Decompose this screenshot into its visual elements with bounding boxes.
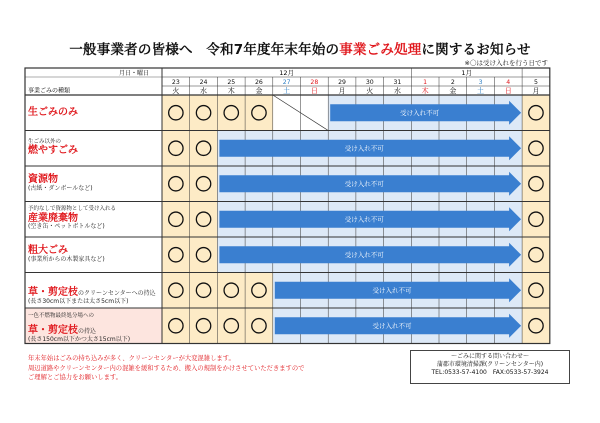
schedule-cell [162, 237, 190, 273]
day-number: 2 [450, 79, 455, 86]
row-label-big: 産業廃棄物 [28, 212, 78, 224]
day-weekday: 日 [310, 87, 318, 96]
date-header-label: 月日・曜日 [118, 70, 150, 77]
schedule-cell [522, 237, 550, 273]
row-label [28, 206, 116, 231]
row-label-sub: (長さ30cm以下または太さ5cm以下) [28, 298, 129, 306]
title-part1: 一般事業者の皆様へ 令和7年度年末年始の [69, 42, 340, 58]
day-weekday: 火 [366, 87, 374, 96]
schedule-cell [190, 273, 218, 309]
day-weekday: 日 [504, 87, 512, 96]
day-number: 29 [338, 79, 346, 86]
contact-heading: 〜ごみに関する問い合わせ〜 [450, 353, 529, 360]
schedule-cell [190, 166, 218, 202]
day-number: 23 [171, 79, 180, 86]
title-part2: に関するお知らせ [421, 42, 531, 58]
day-weekday: 金 [449, 87, 457, 96]
day-weekday: 火 [172, 87, 180, 96]
row-label [28, 107, 78, 119]
closed-label: 受け入れ不可 [344, 215, 384, 224]
day-number: 24 [199, 79, 208, 86]
day-weekday: 土 [283, 87, 291, 96]
closed-label: 受け入れ不可 [344, 251, 384, 260]
schedule-cell [190, 95, 218, 131]
contact-org: 蒲郡市環境清掃課(クリーンセンター内) [436, 361, 544, 368]
day-number: 5 [533, 79, 538, 86]
day-weekday: 木 [227, 87, 235, 96]
row-label-small: 予約なしで資源物として受け入れる [28, 206, 117, 213]
row-label [28, 174, 93, 192]
row-label-sub: (事業所からの木製家具など) [28, 255, 105, 263]
row-label-big: 粗大ごみ [28, 245, 68, 257]
schedule-cell [522, 273, 550, 309]
footer-notice [28, 354, 408, 383]
day-number: 4 [506, 79, 511, 86]
schedule-cell [273, 95, 301, 131]
schedule-cell [162, 95, 190, 131]
closed-label: 受け入れ不可 [344, 180, 384, 189]
schedule-cell [162, 166, 190, 202]
schedule-cell [301, 95, 329, 131]
schedule-cell [217, 95, 245, 131]
row-label-sub: (空き缶・ペットボトルなど) [28, 223, 105, 230]
row-label-big: 生ごみのみ [28, 107, 78, 118]
day-weekday: 水 [393, 87, 401, 96]
closed-label: 受け入れ不可 [372, 322, 412, 331]
type-header-label: 事業ごみの種類 [28, 87, 71, 95]
schedule-cell [522, 95, 550, 131]
schedule-cell [245, 273, 273, 309]
schedule-cell [522, 131, 550, 167]
day-number: 3 [478, 79, 483, 86]
acceptance-note: ※〇は受け入れを行う日です [464, 59, 548, 67]
day-number: 1 [423, 79, 428, 86]
row-label-big: 草・剪定枝 [28, 286, 78, 298]
schedule-cell [217, 308, 245, 344]
row-label-main [28, 281, 156, 299]
schedule-cell [522, 202, 550, 238]
day-weekday: 月 [338, 87, 346, 96]
day-number: 28 [310, 79, 319, 86]
day-weekday: 土 [477, 87, 485, 96]
month-jan-label: 1月 [461, 69, 473, 77]
day-weekday: 水 [200, 87, 208, 96]
day-weekday: 金 [255, 87, 263, 96]
row-label-big: 草・剪定枝 [28, 325, 78, 336]
row-label-main [28, 319, 130, 337]
closed-label: 受け入れ不可 [344, 144, 384, 153]
day-number: 25 [227, 79, 236, 86]
row-label-big: 資源物 [28, 174, 58, 186]
row-label [28, 245, 105, 263]
schedule-cell [217, 273, 245, 309]
schedule-cell [190, 202, 218, 238]
contact-box [410, 350, 570, 384]
row-label-small: 一色不燃物最終処分場への [28, 312, 95, 319]
schedule-cell [162, 308, 190, 344]
schedule-cell [162, 131, 190, 167]
row-label-sub: (古紙・ダンボールなど) [28, 184, 93, 192]
closed-label: 受け入れ不可 [400, 109, 440, 118]
day-number: 27 [282, 79, 291, 86]
row-label [28, 313, 130, 345]
day-number: 26 [255, 79, 263, 86]
row-label-sub: (長さ150cm以下かつ太さ15cm以下) [28, 336, 131, 344]
schedule-cell [162, 273, 190, 309]
schedule-cell [190, 237, 218, 273]
footer-line-2: 周辺道路やクリーンセンター内の混雑を緩和するため、搬入の規制をかけさせていただきますので [28, 364, 305, 372]
footer-line-3: ご理解とご協力をお願いします。 [28, 374, 122, 381]
schedule-cell [522, 308, 550, 344]
footer-line-1: 年末年始はごみの持ち込みが多く、クリーンセンターが大変混雑します。 [28, 355, 235, 362]
schedule-cell [190, 308, 218, 344]
schedule-cell [245, 308, 273, 344]
schedule-cell [245, 95, 273, 131]
contact-phone: TEL:0533-57-4100 FAX:0533-57-3924 [431, 369, 549, 376]
day-number: 31 [393, 79, 402, 86]
schedule-cell [162, 202, 190, 238]
title-highlight: 事業ごみ処理 [339, 42, 422, 58]
schedule-cell [522, 166, 550, 202]
row-label-sub2: のクリーンセンターへの持込 [78, 289, 156, 297]
day-weekday: 月 [532, 87, 540, 96]
day-number: 30 [365, 79, 374, 86]
row-label-big: 燃やすごみ [28, 145, 78, 157]
row-label-sub2: の持込 [78, 328, 97, 335]
month-dec-label: 12月 [279, 69, 295, 77]
row-label [28, 281, 156, 306]
row-label-small: 生ごみ以外の [28, 138, 62, 145]
day-weekday: 木 [421, 87, 429, 96]
schedule-cell [190, 131, 218, 167]
closed-label: 受け入れ不可 [372, 286, 412, 295]
row-label [28, 139, 78, 157]
